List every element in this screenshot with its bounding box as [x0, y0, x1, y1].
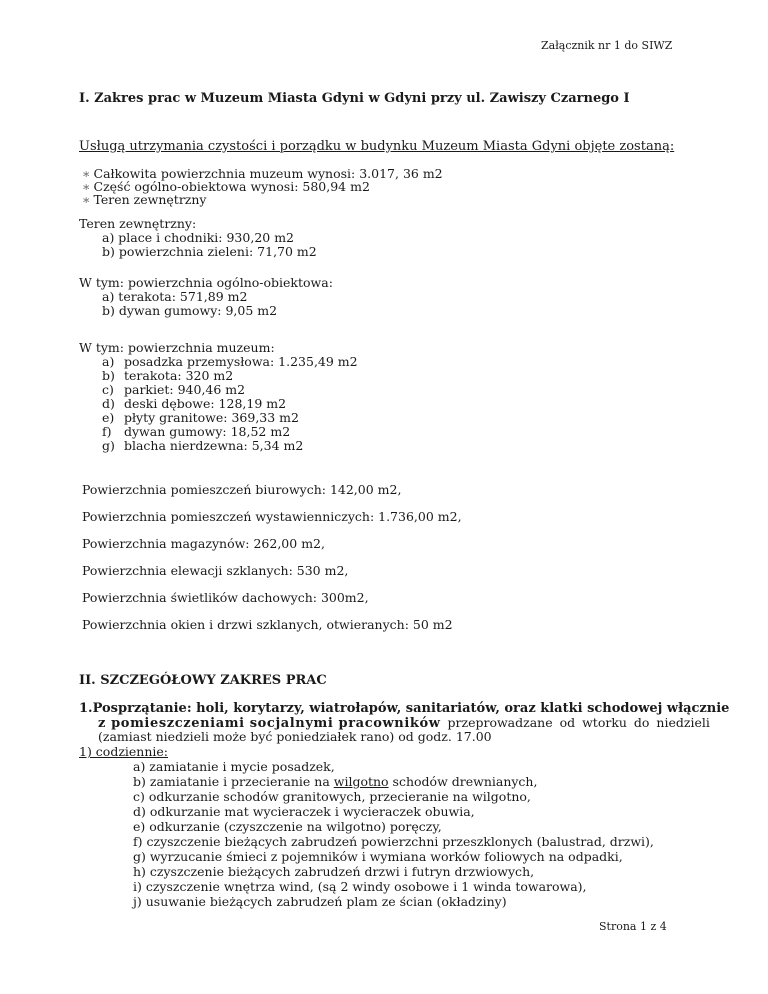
bullet-item	[82, 193, 207, 207]
section-1-heading: I. Zakres prac w Muzeum Miasta Gdyni w Gdyni przy ul. Zawiszy Czarnego I	[79, 91, 630, 106]
item-letter: e)	[102, 410, 115, 425]
page-number: Strona 1 z 4	[599, 920, 667, 933]
daily-title: 1) codziennie:	[79, 744, 169, 759]
ogolno-item: b) dywan gumowy: 9,05 m2	[102, 303, 278, 318]
item-letter: c)	[102, 382, 114, 397]
item-letter: g)	[102, 438, 115, 453]
area-line: Powierzchnia pomieszczeń biurowych: 142,00 m2,	[82, 482, 402, 497]
item-letter: f)	[102, 424, 112, 439]
area-line: Powierzchnia pomieszczeń wystawienniczych: 1.736,00 m2,	[82, 509, 462, 524]
bullet-text: Całkowita powierzchnia muzeum wynosi: 3.017, 36 m2	[93, 166, 443, 181]
daily-task: b) zamiatanie i przecieranie na wilgotno schodów drewnianych,	[133, 774, 538, 789]
daily-task: f) czyszczenie bieżących zabrudzeń powierzchni przeszklonych (balustrad, drzwi),	[133, 834, 654, 849]
item-letter: b)	[102, 368, 115, 383]
area-line: Powierzchnia okien i drzwi szklanych, otwieranych: 50 m2	[82, 617, 453, 632]
area-line: Powierzchnia świetlików dachowych: 300m2,	[82, 590, 369, 605]
daily-task: d) odkurzanie mat wycieraczek i wycieraczek obuwia,	[133, 804, 475, 819]
item1-line3: (zamiast niedzieli może być poniedziałek rano) od godz. 17.00	[98, 729, 492, 744]
muzeum-item	[102, 425, 290, 439]
area-line: Powierzchnia magazynów: 262,00 m2,	[82, 536, 325, 551]
daily-task: h) czyszczenie bieżących zabrudzeń drzwi i futryn drzwiowych,	[133, 864, 535, 879]
muzeum-item	[102, 369, 233, 383]
item-letter: d)	[102, 396, 115, 411]
muzeum-item	[102, 411, 299, 425]
item1-line1: 1.Posprzątanie: holi, korytarzy, wiatrołapów, sanitariatów, oraz klatki schodowej włącznie	[79, 701, 730, 716]
wilgotno-underline: wilgotno	[333, 774, 389, 789]
teren-title: Teren zewnętrzny:	[79, 216, 197, 231]
muzeum-title: W tym: powierzchnia muzeum:	[79, 340, 275, 355]
item-text: dywan gumowy: 18,52 m2	[123, 424, 291, 439]
muzeum-item	[102, 383, 245, 397]
item-letter: a)	[102, 354, 115, 369]
muzeum-item	[102, 397, 286, 411]
intro-text: Usługą utrzymania czystości i porządku w budynku Muzeum Miasta Gdyni objęte zostaną:	[79, 139, 675, 154]
daily-task: e) odkurzanie (czyszczenie na wilgotno) poręczy,	[133, 819, 442, 834]
daily-task: a) zamiatanie i mycie posadzek,	[133, 759, 335, 774]
item1-rest: przeprowadzane od wtorku do niedzieli	[440, 715, 710, 730]
section-2-heading: II. SZCZEGÓŁOWY ZAKRES PRAC	[79, 673, 327, 688]
item-text: płyty granitowe: 369,33 m2	[123, 410, 299, 425]
item-text: blacha nierdzewna: 5,34 m2	[123, 438, 304, 453]
annex-label: Załącznik nr 1 do SIWZ	[541, 39, 673, 52]
area-line: Powierzchnia elewacji szklanych: 530 m2,	[82, 563, 349, 578]
item-text: posadzka przemysłowa: 1.235,49 m2	[123, 354, 358, 369]
daily-task: j) usuwanie bieżących zabrudzeń plam ze ścian (okładziny)	[133, 894, 507, 909]
bullet-text: Część ogólno-obiektowa wynosi: 580,94 m2	[93, 179, 370, 194]
item-text: deski dębowe: 128,19 m2	[123, 396, 287, 411]
item-text: terakota: 320 m2	[123, 368, 234, 383]
ogolno-item: a) terakota: 571,89 m2	[102, 289, 248, 304]
daily-task: c) odkurzanie schodów granitowych, przecieranie na wilgotno,	[133, 789, 531, 804]
muzeum-item	[102, 439, 303, 453]
muzeum-item	[102, 355, 358, 369]
daily-task: g) wyrzucanie śmieci z pojemników i wymiana worków foliowych na odpadki,	[133, 849, 623, 864]
item1-bold-part: z pomieszczeniami socjalnymi pracowników	[98, 716, 441, 731]
daily-task: i) czyszczenie wnętrza wind, (są 2 windy osobowe i 1 winda towarowa),	[133, 879, 587, 894]
teren-item: a) place i chodniki: 930,20 m2	[102, 230, 294, 245]
teren-item: b) powierzchnia zieleni: 71,70 m2	[102, 244, 317, 259]
item-text: parkiet: 940,46 m2	[123, 382, 246, 397]
ogolno-title: W tym: powierzchnia ogólno-obiektowa:	[79, 275, 333, 290]
bullet-text: Teren zewnętrzny	[93, 192, 207, 207]
